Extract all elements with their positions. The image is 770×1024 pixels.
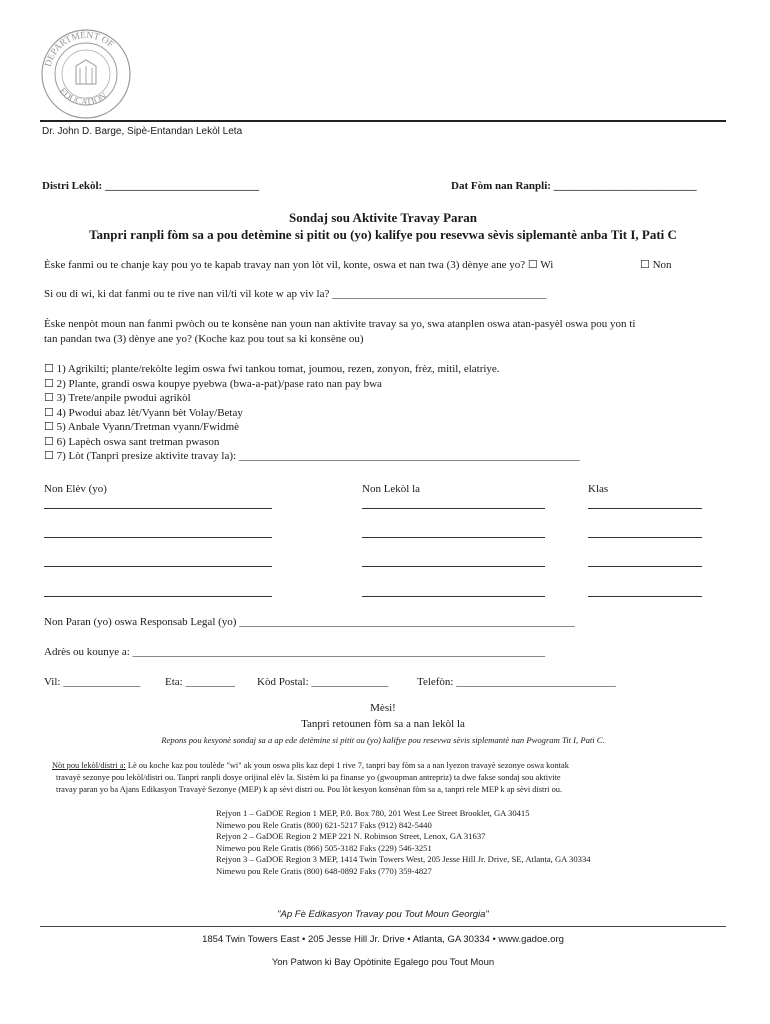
activity-checkbox-6[interactable]: ☐ 6) Lapèch oswa sant tretman pwason bbox=[44, 435, 220, 448]
city-field[interactable]: Vil: ______________ bbox=[44, 676, 141, 688]
activity-checkbox-5[interactable]: ☐ 5) Anbale Vyann/Tretman vyann/Fwidmè bbox=[44, 421, 240, 433]
district-note-line-1 bbox=[52, 760, 569, 772]
department-of-education-seal bbox=[40, 28, 132, 120]
region-2-phone: Nimewo pou Rele Gratis (866) 505-3182 Faks (229) 546-3251 bbox=[216, 842, 432, 853]
grade-line[interactable] bbox=[588, 566, 702, 567]
phone-field[interactable]: Telefòn: _____________________________ bbox=[417, 676, 616, 688]
col-grade: Klas bbox=[588, 483, 609, 495]
activity-checkbox-2[interactable]: ☐ 2) Plante, grandi oswa koupye pyebwa (bwa-a-pat)/pase rato nan pay bwa bbox=[44, 377, 382, 390]
school-name-line[interactable] bbox=[362, 508, 545, 509]
district-note-line-3: travay paran yo ba Ajans Edikasyon Travayè Sezonye (MEP) k ap sèvi distri ou. Pou lòt kesyon konsènan fòm sa a, tanpri rele MEP k ap sèvi distri ou. bbox=[56, 785, 563, 794]
district-note-label: Nòt pou lekòl/distri a: bbox=[52, 761, 126, 770]
seal-text-bottom: EDUCATION bbox=[56, 86, 110, 109]
seal-text-top: DEPARTMENT OF bbox=[43, 30, 116, 69]
col-student-name: Non Elèv (yo) bbox=[44, 483, 107, 495]
activity-checkbox-3[interactable]: ☐ 3) Trete/anpile pwodui agrikòl bbox=[44, 392, 191, 404]
activity-checkbox-7[interactable]: ☐ 7) Lòt (Tanpri presize aktivite travay la): ______________________________________________________________ bbox=[44, 450, 580, 462]
grade-line[interactable] bbox=[588, 508, 702, 509]
district-note-text-1: Lè ou koche kaz pou toulède "wi" ak youn oswa plis kaz depi 1 rive 7, tanpri bay fòm sa a nan lyezon travayè sezonye oswa kontak bbox=[125, 761, 569, 770]
survey-note: Repons pou kesyonè sondaj sa a ap ede detèmine si pitit ou (yo) kalifye pou resevwa sèvis siplemantè nan Pwogram Tit I, Pati C. bbox=[161, 735, 605, 745]
student-name-line[interactable] bbox=[44, 566, 272, 567]
region-3-address: Rejyon 3 – GaDOE Region 3 MEP, 1414 Twin Towers West, 205 Jesse Hill Jr. Drive, SE, Atlanta, GA 30334 bbox=[216, 854, 591, 865]
region-1-phone: Nimewo pou Rele Gratis (800) 621-5217 Faks (912) 842-5440 bbox=[216, 819, 432, 830]
school-name-line[interactable] bbox=[362, 537, 545, 538]
activity-checkbox-4[interactable]: ☐ 4) Pwodui abaz lèt/Vyann bèt Volay/Betay bbox=[44, 406, 243, 419]
district-note bbox=[52, 760, 569, 796]
address-field[interactable]: Adrès ou kounye a: ___________________________________________________________________________ bbox=[44, 646, 546, 658]
question-work-activity-2: tan pandan twa (3) dènye ane yo? (Koche kaz pou tout sa ki konsène ou) bbox=[44, 333, 364, 345]
activity-checkbox-list bbox=[44, 362, 580, 464]
date-field[interactable]: Dat Fòm nan Ranpli: __________________________ bbox=[451, 180, 697, 192]
col-school-name: Non Lekòl la bbox=[362, 483, 421, 495]
student-name-line[interactable] bbox=[44, 537, 272, 538]
question-moved[interactable]: Èske fanmi ou te chanje kay pou yo te kapab travay nan yon lòt vil, konte, oswa et nan twa (3) dènye ane yo? ☐ Wi bbox=[44, 259, 554, 271]
region-2-address: Rejyon 2 – GaDOE Region 2 MEP 221 N. Robinson Street, Lenox, GA 31637 bbox=[216, 831, 486, 842]
school-name-line[interactable] bbox=[362, 596, 545, 597]
footer-motto: "Ap Fè Edikasyon Travay pou Tout Moun Georgia" bbox=[277, 909, 489, 920]
student-name-line[interactable] bbox=[44, 508, 272, 509]
return-text: Tanpri retounen fòm sa a nan lekòl la bbox=[301, 718, 465, 730]
state-field[interactable]: Eta: _________ bbox=[165, 676, 235, 688]
footer-equal-opportunity: Yon Patwon ki Bay Opòtinite Egalego pou Tout Moun bbox=[271, 957, 495, 968]
footer-divider bbox=[40, 926, 726, 927]
zip-field[interactable]: Kòd Postal: ______________ bbox=[257, 676, 389, 688]
region-1-address: Rejyon 1 – GaDOE Region 1 MEP, P.0. Box 780, 201 West Lee Street Brooklet, GA 30415 bbox=[216, 808, 530, 818]
activity-checkbox-1[interactable]: ☐ 1) Agrikilti; plante/rekòlte legim oswa fwi tankou tomat, joumou, rezen, zonyon, frèz, mitil, elatriye. bbox=[44, 363, 500, 375]
question-moved-no[interactable]: ☐ Non bbox=[640, 259, 672, 271]
student-name-line[interactable] bbox=[44, 596, 272, 597]
form-subtitle: Tanpri ranpli fòm sa a pou detèmine si pitit ou (yo) kalifye pou resevwa sèvis siplemantè anba Tit I, Pati C bbox=[89, 227, 677, 242]
header-divider bbox=[40, 120, 726, 122]
grade-line[interactable] bbox=[588, 596, 702, 597]
region-3-phone: Nimewo pou Rele Gratis (800) 648-0892 Faks (770) 359-4827 bbox=[216, 865, 432, 876]
region-contacts bbox=[216, 808, 591, 878]
district-note-line-2: travayè sezonye pou lekòl/distri ou. Tanpri ranpli dosye orijinal elèv la. Sistèm ki pa finanse yo (gwoupman antrepriz) ta dwe fakse sondaj sou aktivite bbox=[56, 773, 561, 782]
district-field[interactable]: Distri Lekòl: ____________________________ bbox=[42, 180, 259, 192]
school-name-line[interactable] bbox=[362, 566, 545, 567]
question-arrival-date[interactable]: Si ou di wi, ki dat fanmi ou te rive nan vil/ti vil kote w ap viv la? _______________________________________ bbox=[44, 288, 547, 300]
footer-address: 1854 Twin Towers East • 205 Jesse Hill Jr. Drive • Atlanta, GA 30334 • www.gadoe.org bbox=[202, 934, 564, 945]
parent-name-field[interactable]: Non Paran (yo) oswa Responsab Legal (yo) _____________________________________________________________ bbox=[44, 616, 575, 628]
form-title: Sondaj sou Aktivite Travay Paran bbox=[288, 210, 478, 225]
question-work-activity-1: Èske nenpòt moun nan fanmi pwòch ou te konsène nan youn nan aktivite travay sa yo, swa atanplen oswa atan-pasyèl oswa pou yon ti bbox=[44, 318, 636, 330]
superintendent-line: Dr. John D. Barge, Sipè-Entandan Lekòl Leta bbox=[42, 126, 243, 137]
svg-text:EDUCATION bbox=[57, 87, 110, 109]
thanks-text: Mèsi! bbox=[370, 702, 396, 714]
grade-line[interactable] bbox=[588, 537, 702, 538]
